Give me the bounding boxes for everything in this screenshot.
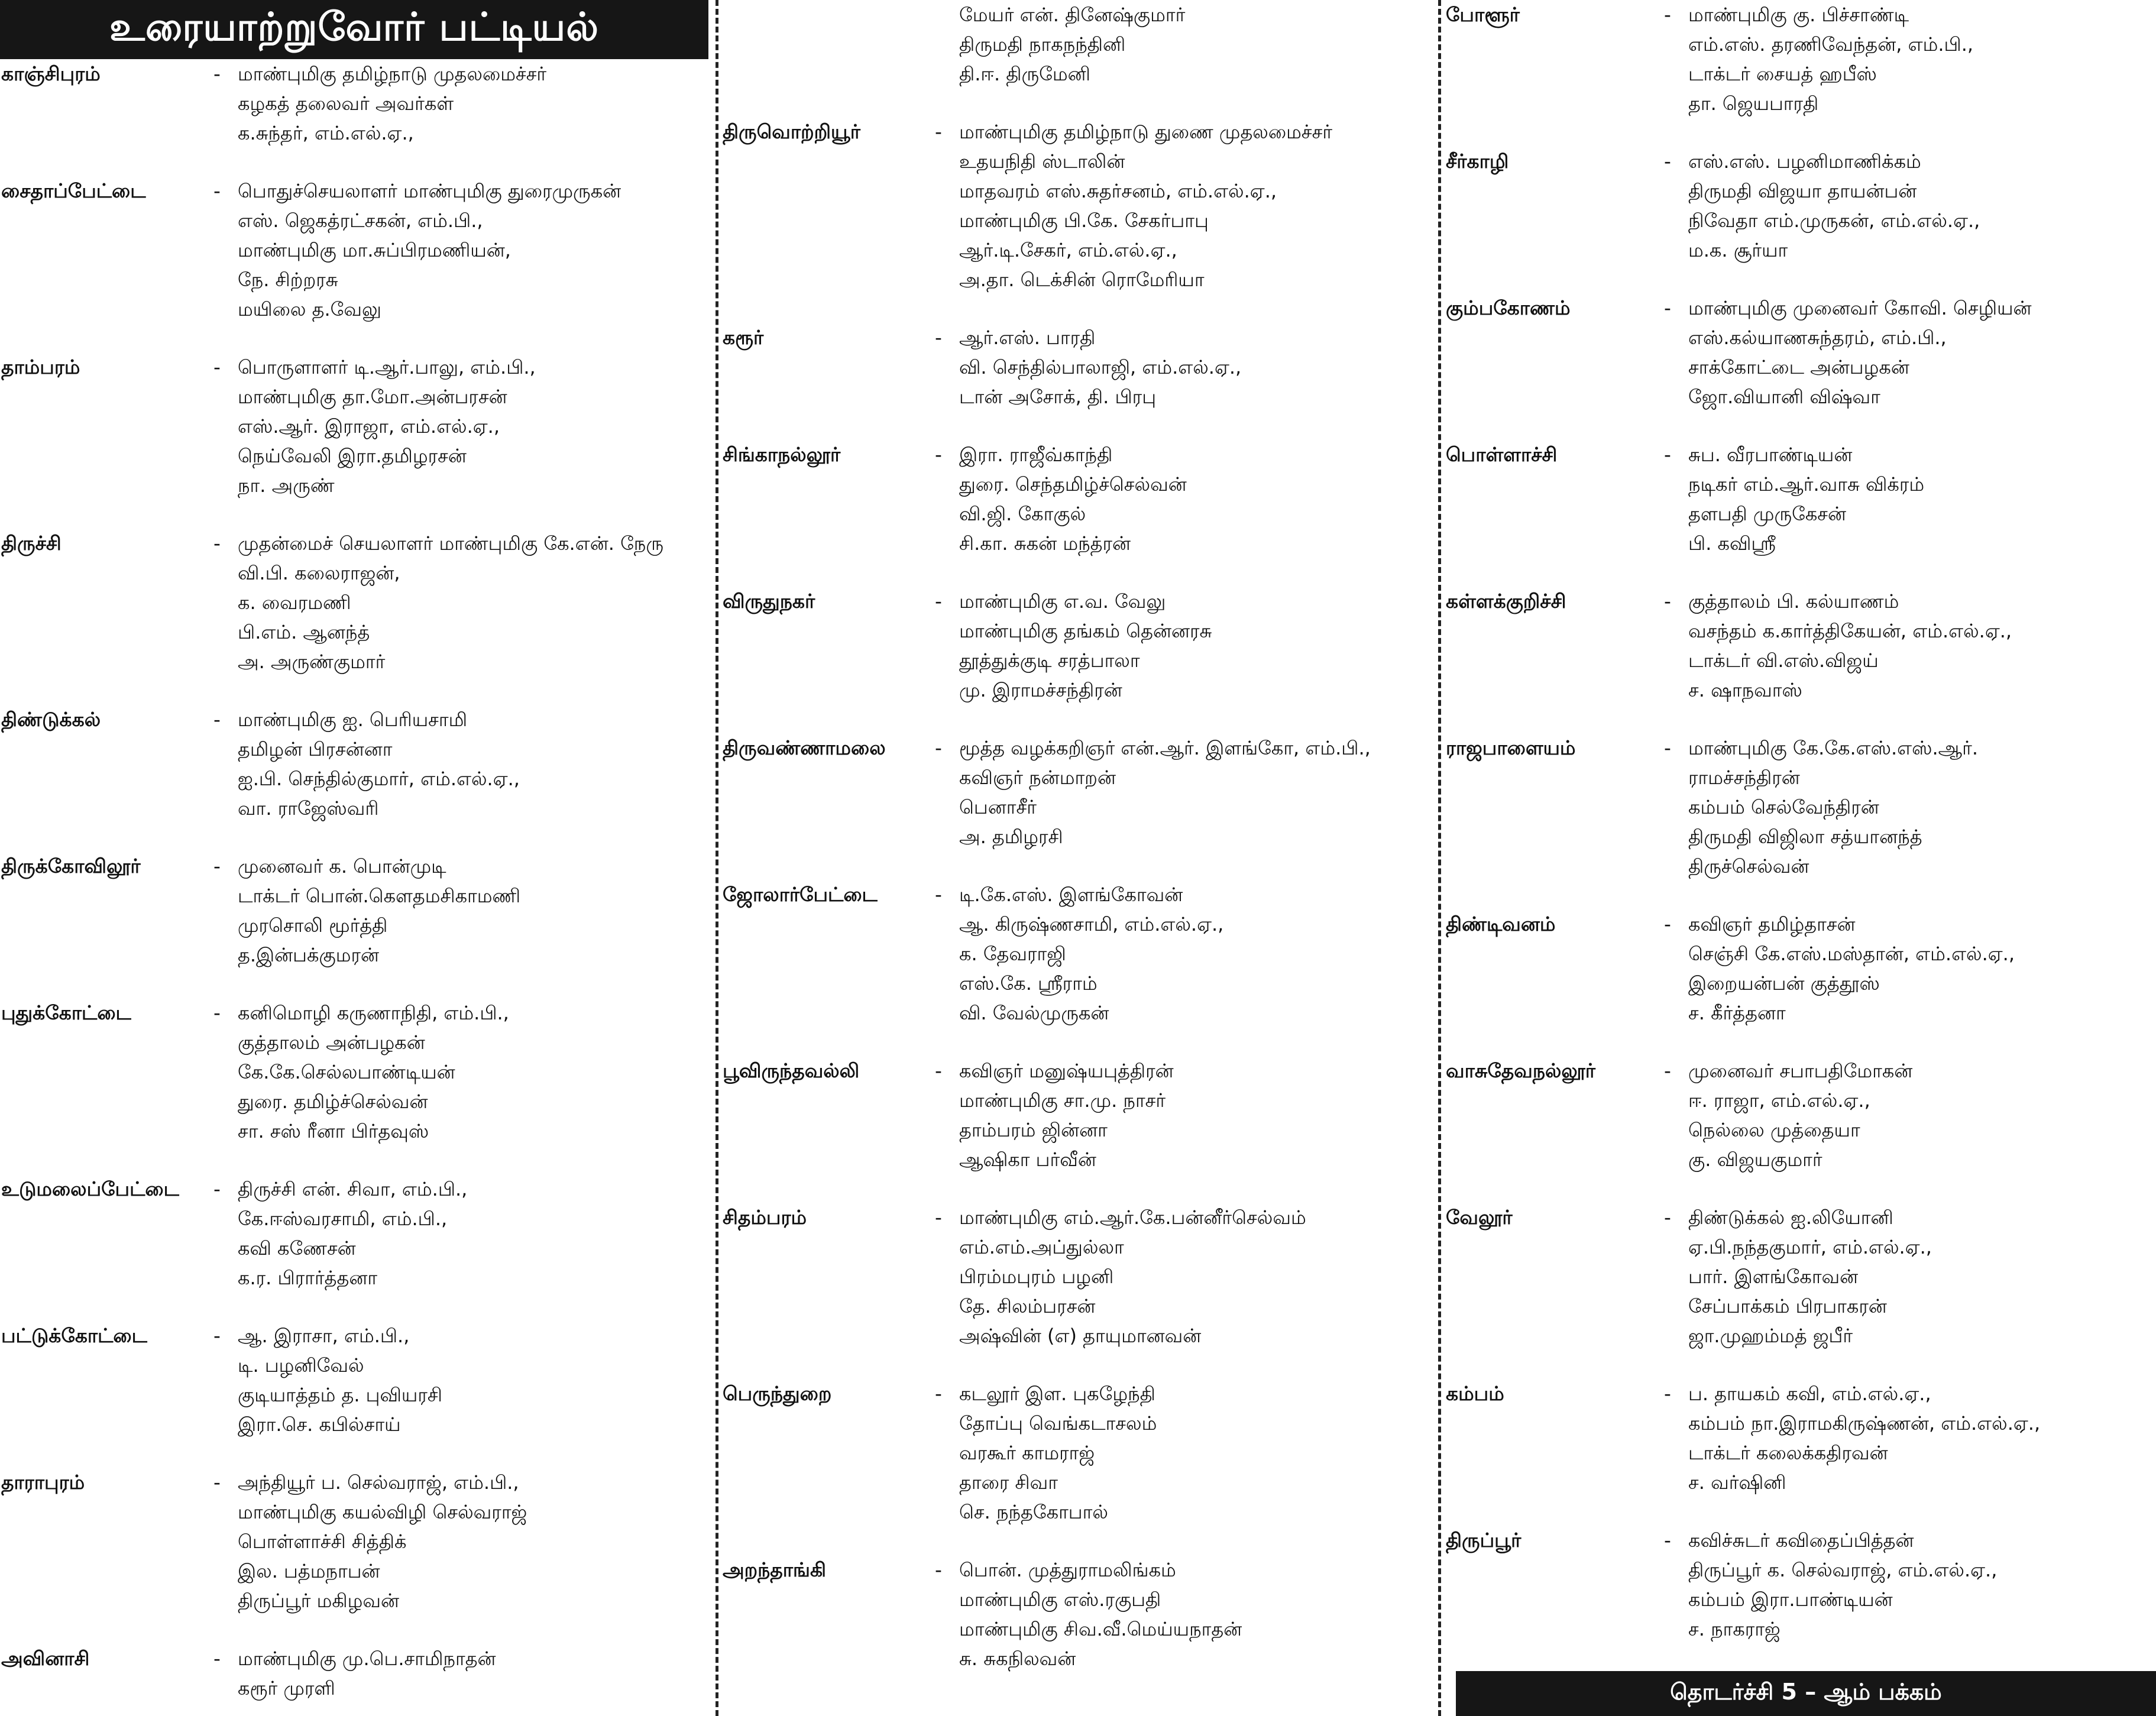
speaker-name: க.சுந்தர், எம்.எல்.ஏ., [238, 122, 414, 144]
speaker-names [959, 117, 1431, 294]
speaker-name: ச. வர்ஷினி [1688, 1471, 1786, 1494]
speaker-name: டாக்டர் பொன்.கௌதமசிகாமணி [238, 885, 521, 907]
speaker-name: இறையன்பன் குத்தூஸ் [1688, 972, 1880, 995]
speaker-name: திருப்பூர் மகிழவன் [238, 1589, 400, 1612]
constituency-entry [0, 176, 708, 324]
speaker-list [723, 0, 1431, 1673]
constituency-entry [0, 1468, 708, 1615]
speaker-name: கவிச்சுடர் கவிதைப்பித்தன் [1688, 1529, 1914, 1552]
speaker-name: திருச்சி என். சிவா, எம்.பி., [238, 1178, 468, 1200]
speaker-names [238, 352, 708, 500]
speaker-name: அ.தா. டெக்சின் ரொமேரியா [959, 268, 1205, 291]
constituency-entry [0, 1174, 708, 1293]
speaker-name: எஸ்.கல்யாணசுந்தரம், எம்.பி., [1688, 326, 1947, 349]
speaker-name: ஜா.முஹம்மத் ஜபீர் [1688, 1325, 1853, 1347]
speaker-name: திண்டுக்கல் ஐ.லியோனி [1688, 1206, 1893, 1229]
separator-dash: - [935, 326, 942, 349]
speaker-name: கு. விஜயகுமார் [1688, 1148, 1822, 1171]
constituency-entry [723, 1203, 1431, 1351]
constituency-name: போளூர் [1446, 3, 1520, 26]
speaker-names [238, 529, 708, 676]
speaker-name: வசந்தம் க.கார்த்திகேயன், எம்.எல்.ஏ., [1688, 620, 2012, 642]
separator-dash: - [213, 854, 221, 878]
speaker-names [1688, 1526, 2156, 1644]
speaker-name: வி. வேல்முருகன் [959, 1002, 1109, 1024]
speaker-names [959, 733, 1431, 851]
separator-dash: - [935, 1382, 942, 1405]
speaker-names [1688, 293, 2156, 412]
speaker-name: இரா.செ. கபில்சாய் [238, 1413, 401, 1436]
speaker-name: மாண்புமிகு தங்கம் தென்னரசு [959, 620, 1212, 642]
speaker-names [1688, 909, 2156, 1028]
constituency-entry [0, 352, 708, 500]
speaker-name: செ. நந்தகோபால் [959, 1501, 1108, 1523]
speaker-name: ஆஷிகா பர்வீன் [959, 1148, 1096, 1171]
constituency-name: திருச்சி [1, 532, 61, 555]
constituency-entry [723, 1379, 1431, 1527]
constituency-entry [723, 1555, 1431, 1673]
speaker-name: கவிஞர் தமிழ்தாசன் [1688, 913, 1856, 935]
speaker-names [959, 587, 1431, 705]
constituency-entry [1446, 147, 2156, 265]
speaker-name: கழகத் தலைவர் அவர்கள் [238, 92, 454, 115]
column-divider [1438, 0, 1441, 1716]
speaker-name: ஜோ.வியானி விஷ்வா [1688, 386, 1880, 408]
speaker-name: த.இன்பக்குமரன் [238, 944, 380, 966]
speaker-names [238, 1644, 708, 1703]
constituency-entry [1446, 440, 2156, 558]
speaker-name: வி.ஜி. கோகுல் [959, 503, 1086, 525]
speaker-name: மாதவரம் எஸ்.சுதர்சனம், எம்.எல்.ஏ., [959, 180, 1277, 202]
separator-dash: - [1664, 443, 1671, 466]
constituency-name: புதுக்கோட்டை [1, 1001, 131, 1024]
constituency-name: கம்பம் [1446, 1382, 1504, 1405]
speaker-name: தளபதி முருகேசன் [1688, 503, 1847, 525]
separator-dash: - [213, 1001, 221, 1024]
constituency-entry [723, 880, 1431, 1028]
speaker-name: தமிழன் பிரசன்னா [238, 738, 393, 760]
speaker-names [959, 880, 1431, 1028]
separator-dash: - [213, 62, 221, 85]
separator-dash: - [935, 883, 942, 906]
speaker-names [238, 1174, 708, 1293]
constituency-name: அறந்தாங்கி [723, 1558, 826, 1581]
constituency-name: சிதம்பரம் [723, 1206, 807, 1229]
speaker-name: துரை. தமிழ்ச்செல்வன் [238, 1090, 428, 1113]
speaker-name: மாண்புமிகு முனைவர் கோவி. செழியன் [1688, 297, 2032, 319]
constituency-entry [723, 587, 1431, 705]
separator-dash: - [1664, 1059, 1671, 1082]
speaker-names [959, 1379, 1431, 1527]
speaker-names [959, 323, 1431, 412]
speaker-name: பி.எம். ஆனந்த் [238, 621, 370, 643]
speaker-name: சா. சஸ் ரீனா பிர்தவுஸ் [238, 1120, 429, 1142]
speaker-name: ப. தாயகம் கவி, எம்.எல்.ஏ., [1688, 1382, 1931, 1405]
speaker-name: மாண்புமிகு தா.மோ.அன்பரசன் [238, 386, 507, 408]
speaker-name: இரா. ராஜீவ்காந்தி [959, 443, 1113, 466]
separator-dash: - [935, 120, 942, 143]
speaker-name: கனிமொழி கருணாநிதி, எம்.பி., [238, 1002, 509, 1024]
speaker-name: வரகூர் காமராஜ் [959, 1442, 1095, 1464]
speaker-names [238, 176, 708, 324]
speaker-names [1688, 0, 2156, 118]
speaker-name: அ. அருண்குமார் [238, 650, 386, 673]
speaker-name: தாம்பரம் ஜின்னா [959, 1119, 1108, 1141]
constituency-entry [1446, 587, 2156, 705]
speaker-name: முதன்மைச் செயலாளர் மாண்புமிகு கே.என். நேரு [238, 532, 663, 555]
speaker-name: வா. ராஜேஸ்வரி [238, 797, 379, 820]
speaker-name: தோப்பு வெங்கடாசலம் [959, 1412, 1157, 1435]
speaker-name: ஏ.பி.நந்தகுமார், எம்.எல்.ஏ., [1688, 1236, 1932, 1258]
speaker-name: எம்.எஸ். தரணிவேந்தன், எம்.பி., [1688, 33, 1974, 56]
constituency-entry [723, 117, 1431, 294]
constituency-name: பெருந்துறை [723, 1382, 832, 1405]
speaker-name: மாண்புமிகு பி.கே. சேகர்பாபு [959, 209, 1209, 232]
speaker-name: நா. அருண் [238, 474, 335, 497]
constituency-name: வேலூர் [1446, 1206, 1513, 1229]
speaker-names [959, 0, 1431, 89]
speaker-name: வி.பி. கலைராஜன், [238, 562, 400, 584]
speaker-name: ச. நாகராஜ் [1688, 1618, 1781, 1640]
speaker-name: பெனாசீர் [959, 796, 1037, 818]
speaker-name: மேயர் என். தினேஷ்குமார் [959, 4, 1186, 26]
constituency-entry [1446, 1056, 2156, 1174]
speaker-name: மூத்த வழக்கறிஞர் என்.ஆர். இளங்கோ, எம்.பி., [959, 737, 1371, 759]
speaker-name: சேப்பாக்கம் பிரபாகரன் [1688, 1295, 1887, 1317]
speaker-name: ஆ. கிருஷ்ணசாமி, எம்.எல்.ஏ., [959, 913, 1224, 935]
column-divider [716, 0, 718, 1716]
speaker-names [1688, 1203, 2156, 1351]
separator-dash: - [213, 1471, 221, 1494]
speaker-names [959, 440, 1431, 558]
constituency-entry [723, 733, 1431, 851]
speaker-name: மாண்புமிகு கு. பிச்சாண்டி [1688, 4, 1909, 26]
separator-dash: - [213, 1324, 221, 1347]
separator-dash: - [213, 355, 221, 378]
constituency-name: வாசுதேவநல்லூர் [1446, 1059, 1596, 1082]
separator-dash: - [1664, 296, 1671, 319]
speaker-name: மாண்புமிகு மா.சுப்பிரமணியன், [238, 239, 511, 261]
speaker-name: டாக்டர் கலைக்கதிரவன் [1688, 1442, 1888, 1464]
speaker-name: எஸ்.எஸ். பழனிமாணிக்கம் [1688, 150, 1921, 173]
speaker-names [959, 1056, 1431, 1174]
speaker-names [238, 851, 708, 970]
speaker-name: அ. தமிழரசி [959, 825, 1063, 848]
speaker-name: தூத்துக்குடி சரத்பாலா [959, 649, 1140, 672]
page-title: உரையாற்றுவோர் பட்டியல் [0, 0, 708, 59]
constituency-entry [1446, 733, 2156, 881]
speaker-name: கவி கணேசன் [238, 1237, 356, 1260]
constituency-name: விருதுநகர் [723, 590, 815, 613]
speaker-name: மாண்புமிகு மு.பெ.சாமிநாதன் [238, 1647, 496, 1670]
constituency-name: கரூர் [723, 326, 764, 349]
speaker-name: கடலூர் இள. புகழேந்தி [959, 1382, 1155, 1405]
speaker-name: கவிஞர் நன்மாறன் [959, 766, 1116, 789]
speaker-name: மாண்புமிகு எ.வ. வேலு [959, 590, 1166, 613]
constituency-name: காஞ்சிபுரம் [1, 62, 101, 85]
constituency-entry [0, 529, 708, 676]
separator-dash: - [1664, 912, 1671, 935]
speaker-names [1688, 440, 2156, 558]
speaker-name: குத்தாலம் பி. கல்யாணம் [1688, 590, 1899, 613]
speaker-name: முனைவர் க. பொன்முடி [238, 855, 446, 878]
constituency-entry [0, 851, 708, 970]
constituency-entry [1446, 909, 2156, 1028]
separator-dash: - [935, 443, 942, 466]
constituency-name: உடுமலைப்பேட்டை [1, 1177, 179, 1200]
constituency-name: பூவிருந்தவல்லி [723, 1059, 860, 1082]
speaker-name: உதயநிதி ஸ்டாலின் [959, 150, 1125, 173]
constituency-name: கள்ளக்குறிச்சி [1446, 590, 1566, 613]
separator-dash: - [935, 1206, 942, 1229]
constituency-entry [0, 998, 708, 1146]
speaker-name: பார். இளங்கோவன் [1688, 1265, 1859, 1288]
speaker-list [0, 59, 708, 1703]
speaker-names [238, 998, 708, 1146]
separator-dash: - [1664, 1529, 1671, 1552]
speaker-names [1688, 587, 2156, 705]
constituency-name: பட்டுக்கோட்டை [1, 1324, 147, 1347]
separator-dash: - [213, 179, 221, 202]
speaker-name: மாண்புமிகு தமிழ்நாடு முதலமைச்சர் [238, 63, 547, 85]
speaker-name: கே.ஈஸ்வரசாமி, எம்.பி., [238, 1207, 448, 1230]
constituency-entry [723, 323, 1431, 412]
speaker-name: மாண்புமிகு சா.மு. நாசர் [959, 1089, 1166, 1112]
speaker-names [1688, 733, 2156, 881]
speaker-name: சாக்கோட்டை அன்பழகன் [1688, 356, 1909, 378]
speaker-names [959, 1555, 1431, 1673]
speaker-name: துரை. செந்தமிழ்ச்செல்வன் [959, 473, 1187, 496]
speaker-name: குத்தாலம் அன்பழகன் [238, 1031, 425, 1054]
constituency-name: தாராபுரம் [1, 1471, 85, 1494]
constituency-entry [0, 1321, 708, 1439]
speaker-name: சி.கா. சுகன் மந்த்ரன் [959, 532, 1131, 555]
speaker-name: ஆர்.எஸ். பாரதி [959, 326, 1096, 349]
speaker-name: அஷ்வின் (எ) தாயுமானவன் [959, 1325, 1202, 1347]
constituency-name: ராஜபாளையம் [1446, 736, 1576, 759]
speaker-name: தி.ஈ. திருமேனி [959, 63, 1090, 85]
speaker-name: தே. சிலம்பரசன் [959, 1295, 1096, 1317]
constituency-entry [1446, 0, 2156, 118]
speaker-name: நிவேதா எம்.முருகன், எம்.எல்.ஏ., [1688, 209, 1980, 232]
constituency-name: திருப்பூர் [1446, 1529, 1521, 1552]
constituency-name: திருவண்ணாமலை [723, 736, 886, 759]
speaker-name: குடியாத்தம் த. புவியரசி [238, 1384, 442, 1406]
speaker-name: மு. இராமச்சந்திரன் [959, 679, 1122, 701]
speaker-name: திருச்செல்வன் [1688, 855, 1809, 878]
speaker-name: நெய்வேலி இரா.தமிழரசன் [238, 445, 467, 467]
speaker-name: கம்பம் இரா.பாண்டியன் [1688, 1588, 1893, 1611]
speaker-name: பிரம்மபுரம் பழனி [959, 1265, 1114, 1288]
speaker-name: டாக்டர் சையத் ஹபீஸ் [1688, 63, 1877, 85]
speaker-name: எஸ். ஜெகத்ரட்சகன், எம்.பி., [238, 209, 483, 232]
separator-dash: - [1664, 1382, 1671, 1405]
speaker-name: டி. பழனிவேல் [238, 1354, 364, 1377]
speaker-name: மாண்புமிகு எஸ்.ரகுபதி [959, 1588, 1161, 1611]
speaker-name: டி.கே.எஸ். இளங்கோவன் [959, 883, 1183, 906]
speaker-name: கரூர் முரளி [238, 1677, 335, 1699]
speaker-name: மாண்புமிகு தமிழ்நாடு துணை முதலமைச்சர் [959, 121, 1333, 143]
speaker-name: ஈ. ராஜா, எம்.எல்.ஏ., [1688, 1089, 1870, 1112]
separator-dash: - [1664, 736, 1671, 759]
speaker-name: எஸ்.கே. ஸ்ரீராம் [959, 972, 1098, 995]
speaker-name: ஆர்.டி.சேகர், எம்.எல்.ஏ., [959, 239, 1177, 261]
speaker-name: வி. செந்தில்பாலாஜி, எம்.எல்.ஏ., [959, 356, 1242, 378]
speaker-name: சுப. வீரபாண்டியன் [1688, 443, 1853, 466]
speaker-name: எம்.எம்.அப்துல்லா [959, 1236, 1124, 1258]
speaker-name: முரசொலி மூர்த்தி [238, 914, 388, 937]
separator-dash: - [213, 532, 221, 555]
speaker-name: பி. கவிஸ்ரீ [1688, 532, 1776, 555]
speaker-name: மாண்புமிகு சிவ.வீ.மெய்யநாதன் [959, 1618, 1242, 1640]
constituency-name: ஜோலார்பேட்டை [723, 883, 878, 906]
constituency-entry [0, 59, 708, 148]
constituency-name: பொள்ளாச்சி [1446, 443, 1558, 466]
speaker-names [1688, 147, 2156, 265]
separator-dash: - [1664, 590, 1671, 613]
speaker-name: டாக்டர் வி.எஸ்.விஜய் [1688, 649, 1879, 672]
constituency-name: திருவொற்றியூர் [723, 120, 860, 143]
speaker-name: பொருளாளர் டி.ஆர்.பாலு, எம்.பி., [238, 356, 536, 378]
speaker-name: மாண்புமிகு கயல்விழி செல்வராஜ் [238, 1501, 527, 1523]
constituency-name: கும்பகோணம் [1446, 296, 1571, 319]
speaker-name: கம்பம் நா.இராமகிருஷ்ணன், எம்.எல்.ஏ., [1688, 1412, 2041, 1435]
constituency-name: திண்டுக்கல் [1, 708, 101, 731]
constituency-name: தாம்பரம் [1, 355, 80, 378]
speaker-name: மாண்புமிகு கே.கே.எஸ்.எஸ்.ஆர். [1688, 737, 1979, 759]
separator-dash: - [213, 1177, 221, 1200]
speaker-name: மாண்புமிகு எம்.ஆர்.கே.பன்னீர்செல்வம் [959, 1206, 1306, 1229]
speaker-name: மயிலை த.வேலு [238, 298, 381, 320]
separator-dash: - [935, 1059, 942, 1082]
speaker-name: ச. ஷாநவாஸ் [1688, 679, 1802, 701]
speaker-name: நடிகர் எம்.ஆர்.வாசு விக்ரம் [1688, 473, 1925, 496]
constituency-name: திருக்கோவிலூர் [1, 854, 141, 878]
speaker-name: திருமதி விஜயா தாயன்பன் [1688, 180, 1917, 202]
separator-dash: - [213, 708, 221, 731]
speaker-name: க.ர. பிரார்த்தனா [238, 1267, 378, 1289]
speaker-name: ஆ. இராசா, எம்.பி., [238, 1325, 410, 1347]
column-3 [1446, 0, 2156, 1716]
constituency-entry [723, 1056, 1431, 1174]
speaker-name: கே.கே.செல்லபாண்டியன் [238, 1061, 455, 1083]
speaker-list [1446, 0, 2156, 1644]
speaker-name: தாரை சிவா [959, 1471, 1058, 1494]
speaker-names [238, 705, 708, 823]
speaker-names [1688, 1056, 2156, 1174]
speaker-name: தா. ஜெயபாரதி [1688, 92, 1819, 115]
speaker-name: இல. பத்மநாபன் [238, 1560, 380, 1582]
speaker-name: பொன். முத்துராமலிங்கம் [959, 1559, 1176, 1581]
speaker-name: ஐ.பி. செந்தில்குமார், எம்.எல்.ஏ., [238, 768, 520, 790]
separator-dash: - [213, 1647, 221, 1670]
constituency-entry [1446, 1379, 2156, 1497]
speaker-name: மாண்புமிகு ஐ. பெரியசாமி [238, 708, 468, 731]
constituency-entry [1446, 1203, 2156, 1351]
speaker-name: செஞ்சி கே.எஸ்.மஸ்தான், எம்.எல்.ஏ., [1688, 943, 2015, 965]
separator-dash: - [1664, 1206, 1671, 1229]
continued-banner: தொடர்ச்சி 5 – ஆம் பக்கம் [1456, 1671, 2156, 1716]
column-1 [0, 0, 708, 1716]
speaker-name: நெல்லை முத்தையா [1688, 1119, 1860, 1141]
constituency-entry [723, 440, 1431, 558]
constituency-entry [723, 0, 1431, 89]
column-2 [723, 0, 1431, 1716]
speaker-name: அந்தியூர் ப. செல்வராஜ், எம்.பி., [238, 1471, 519, 1494]
separator-dash: - [1664, 150, 1671, 173]
constituency-name: சைதாப்பேட்டை [1, 179, 146, 202]
speaker-name: முனைவர் சபாபதிமோகன் [1688, 1060, 1913, 1082]
speaker-names [238, 59, 708, 148]
speaker-name: நே. சிற்றரசு [238, 268, 338, 291]
speaker-name: சு. சுகநிலவன் [959, 1647, 1076, 1670]
separator-dash: - [935, 1558, 942, 1581]
speaker-name: பொள்ளாச்சி சித்திக் [238, 1530, 407, 1553]
speaker-name: திருப்பூர் க. செல்வராஜ், எம்.எல்.ஏ., [1688, 1559, 1998, 1581]
constituency-entry [1446, 293, 2156, 412]
speaker-name: எஸ்.ஆர். இராஜா, எம்.எல்.ஏ., [238, 415, 500, 438]
speaker-name: ராமச்சந்திரன் [1688, 766, 1800, 789]
constituency-name: திண்டிவனம் [1446, 912, 1556, 935]
constituency-entry [0, 705, 708, 823]
constituency-name: அவினாசி [1, 1647, 90, 1670]
separator-dash: - [935, 590, 942, 613]
speaker-name: க. வைரமணி [238, 591, 351, 614]
speaker-name: ச. கீர்த்தனா [1688, 1002, 1786, 1024]
constituency-name: சிங்காநல்லூர் [723, 443, 841, 466]
speaker-names [1688, 1379, 2156, 1497]
speaker-name: கவிஞர் மனுஷ்யபுத்திரன் [959, 1060, 1174, 1082]
speaker-name: திருமதி விஜிலா சத்யானந்த் [1688, 825, 1922, 848]
constituency-entry [0, 1644, 708, 1703]
separator-dash: - [935, 736, 942, 759]
speaker-names [959, 1203, 1431, 1351]
constituency-entry [1446, 1526, 2156, 1644]
separator-dash: - [1664, 3, 1671, 26]
speaker-names [238, 1468, 708, 1615]
constituency-name: சீர்காழி [1446, 150, 1509, 173]
speaker-name: ம.க. சூர்யா [1688, 239, 1788, 261]
speaker-name: திருமதி நாகநந்தினி [959, 33, 1126, 56]
speaker-name: கம்பம் செல்வேந்திரன் [1688, 796, 1879, 818]
speaker-name: பொதுச்செயலாளர் மாண்புமிகு துரைமுருகன் [238, 180, 621, 202]
speaker-name: டான் அசோக், தி. பிரபு [959, 386, 1157, 408]
speaker-name: க. தேவராஜி [959, 943, 1066, 965]
speaker-names [238, 1321, 708, 1439]
